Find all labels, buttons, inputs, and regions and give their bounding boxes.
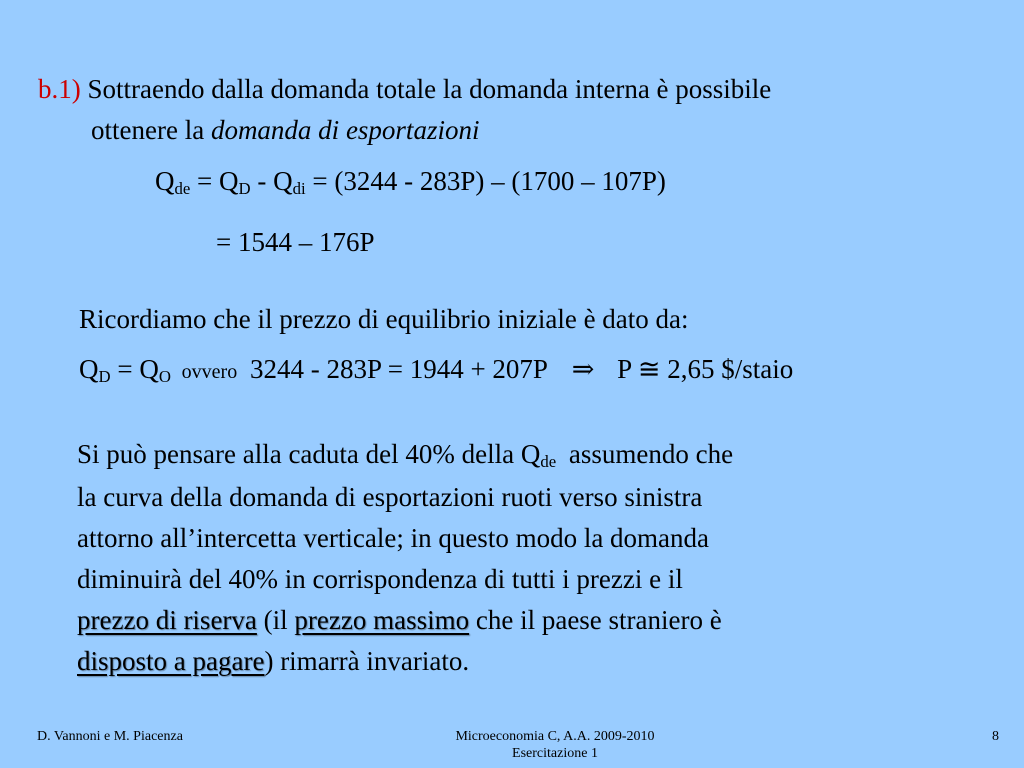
formula-q: Q: [155, 166, 175, 196]
recall-text: Ricordiamo che il prezzo di equilibrio iniziale è dato da:: [79, 304, 689, 334]
eq-equals: = Q: [110, 354, 159, 384]
section-text-italic: domanda di esportazioni: [210, 115, 480, 145]
para-line2: la curva della domanda di esportazioni ruoti verso sinistra: [77, 482, 703, 512]
eq-result: P ≅ 2,65 $/staio: [617, 354, 794, 384]
eq-q1: Q: [79, 354, 99, 384]
eq-equation: 3244 - 283P = 1944 + 207P: [249, 354, 547, 384]
paragraph-line4: [77, 566, 683, 593]
footer-course: [405, 729, 705, 763]
equilibrium-line: [79, 354, 794, 387]
formula-sub-d: D: [238, 179, 251, 199]
link-prezzo-di-riserva[interactable]: prezzo di riserva: [77, 605, 257, 635]
footer-page-number: 8: [992, 729, 999, 744]
section-text-line2-prefix: ottenere la: [91, 115, 211, 145]
para-line6-suffix: ) rimarrà invariato.: [264, 646, 470, 676]
eq-sub-d: D: [98, 367, 111, 387]
formula-line1: [155, 166, 666, 199]
footer-course-line2: Esercitazione 1: [512, 745, 598, 761]
link-prezzo-massimo[interactable]: prezzo massimo: [294, 605, 470, 635]
formula-rest: = (3244 - 283P) – (1700 – 107P): [305, 166, 666, 196]
para-line1-sub: de: [540, 452, 557, 472]
formula-sub-di: di: [292, 179, 306, 199]
para-line5-mid: (il: [256, 605, 295, 635]
paragraph-line6: [77, 648, 469, 675]
footer-authors: D. Vannoni e M. Piacenza: [37, 729, 183, 744]
formula-sub-de: de: [174, 179, 191, 199]
para-line5-suffix: che il paese straniero è: [469, 605, 722, 635]
formula-minus: - Q: [250, 166, 293, 196]
paragraph-line2: [77, 484, 702, 511]
formula-result: = 1544 – 176P: [216, 227, 375, 257]
link-disposto-a-pagare[interactable]: disposto a pagare: [77, 646, 265, 676]
section-b1-line2: [91, 117, 479, 144]
section-b1-line1: [38, 76, 771, 103]
recall-line: [79, 306, 689, 333]
footer-course-line1: Microeconomia C, A.A. 2009-2010: [455, 729, 655, 744]
para-line4: diminuirà del 40% in corrispondenza di tutti i prezzi e il: [77, 564, 683, 594]
section-text-line1: Sottraendo dalla domanda totale la domanda interna è possibile: [87, 74, 772, 104]
para-line1-suffix: assumendo che: [562, 439, 734, 469]
section-label: b.1): [38, 74, 81, 104]
paragraph-line5: [77, 607, 722, 634]
para-line3: attorno all’intercetta verticale; in questo modo la domanda: [77, 523, 710, 553]
formula-line2: [216, 229, 375, 256]
formula-eq1: = Q: [190, 166, 239, 196]
eq-ovvero: ovvero: [181, 361, 238, 383]
para-line1-prefix: Si può pensare alla caduta del 40% della Q: [77, 439, 541, 469]
paragraph-line1: [77, 439, 734, 472]
paragraph-line3: [77, 525, 709, 552]
eq-sub-o: O: [158, 367, 171, 387]
implies-arrow-icon: ⇒: [571, 354, 595, 384]
